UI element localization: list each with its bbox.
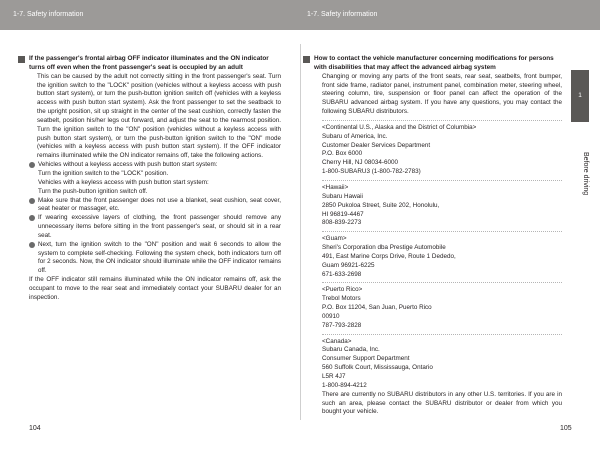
left-column	[29, 55, 281, 303]
address-region: <Canada>	[322, 337, 352, 345]
bullet-icon	[29, 162, 35, 168]
address-region: <Guam>	[322, 235, 347, 243]
chapter-tab	[571, 70, 589, 122]
address-separator	[322, 120, 562, 121]
address-line: 808-839-2273	[322, 219, 362, 227]
address-line: 1-800-894-4212	[322, 381, 367, 389]
address-line: Sheri's Corporation dba Prestige Automobile	[322, 244, 446, 252]
bullet-item: If wearing excessive layers of clothing, the front passenger should remove any unnecessary items before sitting in the front passenger's seat, or should sit in a rear seat.	[29, 214, 281, 241]
address-line: Customer Dealer Services Department	[322, 141, 431, 149]
bullet-item: Vehicles without a keyless access with push button start system: Turn the ignition switch to the "LOCK" position. Vehicles with a keyless access with push button start system: Turn the push-button ignition switch off.	[29, 161, 281, 196]
address-line: Trebol Motors	[322, 295, 361, 303]
address-line: Guam 96921-6225	[322, 261, 375, 269]
right-section-title: 1-7. Safety information	[307, 11, 378, 18]
bullet-icon	[29, 198, 35, 204]
address-line: 491, East Marine Corps Drive, Route 1 Dededo,	[322, 252, 456, 260]
right-column	[314, 55, 562, 417]
left-closing: If the OFF indicator still remains illuminated while the ON indicator remains off, ask the occupant to move to the rear seat and immediately contact your SUBARU dealer for an inspection.	[29, 276, 281, 301]
bullet-item: Make sure that the front passenger does not use a blanket, seat cushion, seat cover, seat heater or massager, etc.	[29, 197, 281, 215]
address-separator	[322, 180, 562, 181]
address-line: Subaru Canada, Inc.	[322, 346, 380, 354]
right-closing: There are currently no SUBARU distributors in any other U.S. territories. If you are in such an area, please contact the SUBARU distributor or dealer from which you bought your vehicle.	[322, 390, 562, 416]
left-section-title: 1-7. Safety information	[13, 11, 84, 18]
address-region: <Continental U.S., Alaska and the District of Columbia>	[322, 123, 477, 131]
address-line: 787-793-2828	[322, 321, 362, 329]
address-block	[314, 235, 562, 279]
section-square-icon	[18, 56, 25, 63]
address-separator	[322, 231, 562, 232]
chapter-label: Before driving	[582, 152, 589, 196]
address-line: 00910	[322, 312, 340, 320]
page-divider	[300, 44, 301, 420]
address-separator	[322, 334, 562, 335]
bullet-icon	[29, 242, 35, 248]
page-number-right: 105	[560, 425, 572, 432]
address-line: Subaru Hawaii	[322, 192, 363, 200]
bullet-item: Next, turn the ignition switch to the "ON" position and wait 6 seconds to allow the system to complete self-checking. Following the system check, both indicators turn off for 2 seconds. Now, the ON indicator should illuminate while the OFF indicator remains off.	[29, 241, 281, 276]
address-block	[314, 184, 562, 228]
address-line: Consumer Support Department	[322, 355, 410, 363]
address-line: 560 Suffolk Court, Mississauga, Ontario	[322, 364, 433, 372]
page-header-bar	[0, 0, 600, 30]
address-line: 671-633-2698	[322, 270, 362, 278]
address-line: 2850 Pukoloa Street, Suite 202, Honolulu,	[322, 201, 440, 209]
address-block	[314, 338, 562, 391]
page-number-left: 104	[29, 425, 41, 432]
left-heading: If the passenger's frontal airbag OFF indicator illuminates and the ON indicator turns off even when the front passenger's seat is occupied by an adult	[29, 55, 281, 73]
address-line: P.O. Box 6000	[322, 150, 363, 158]
address-region: <Hawaii>	[322, 183, 349, 191]
address-line: Cherry Hill, NJ 08034-6000	[322, 159, 398, 167]
bullet-icon	[29, 215, 35, 221]
address-block	[314, 124, 562, 177]
section-square-icon	[303, 56, 310, 63]
address-line: P.O. Box 11204, San Juan, Puerto Rico	[322, 304, 432, 312]
address-line: L5R 4J7	[322, 373, 346, 380]
address-block	[314, 286, 562, 330]
address-line: Subaru of America, Inc.	[322, 132, 388, 140]
right-intro: Changing or moving any parts of the front seats, rear seat, seatbelts, front bumper, front side frame, radiator panel, instrument panel, combination meter, steering wheel, steering column, tire, suspension or floor panel can affect the operation of the SUBARU advanced airbag system. If you have any questions, you may contact the following SUBARU distributors.	[322, 72, 562, 116]
address-region: <Puerto Rico>	[322, 286, 363, 294]
address-line: 1-800-SUBARU3 (1-800-782-2783)	[322, 168, 421, 176]
chapter-number: 1	[578, 92, 582, 99]
address-separator	[322, 282, 562, 283]
address-line: HI 96819-4467	[322, 210, 364, 218]
right-heading: How to contact the vehicle manufacturer concerning modifications for persons with disabilities that may affect the advanced airbag system	[314, 55, 562, 73]
left-intro: This can be caused by the adult not correctly sitting in the front passenger's seat. Turn the ignition switch to the "LOCK" position (vehicles without a keyless access with push button start system), or turn the push-button ignition switch off (vehicles with a keyless access with push button start system). Ask the front passenger to set the seatback to the upright position, sit up straight in the center of the seat cushion, correctly fasten the seatbelt, position his/her legs out forward, and adjust the seat to the rearmost position. Turn the ignition switch to the "ON" position (vehicles without a keyless access with push button start system), or turn the push-button ignition switch to the "ON" mode (vehicles with a keyless access with push button start system). If the OFF indicator remains illuminated while the ON indicator remains off, take the following actions.	[37, 72, 281, 160]
